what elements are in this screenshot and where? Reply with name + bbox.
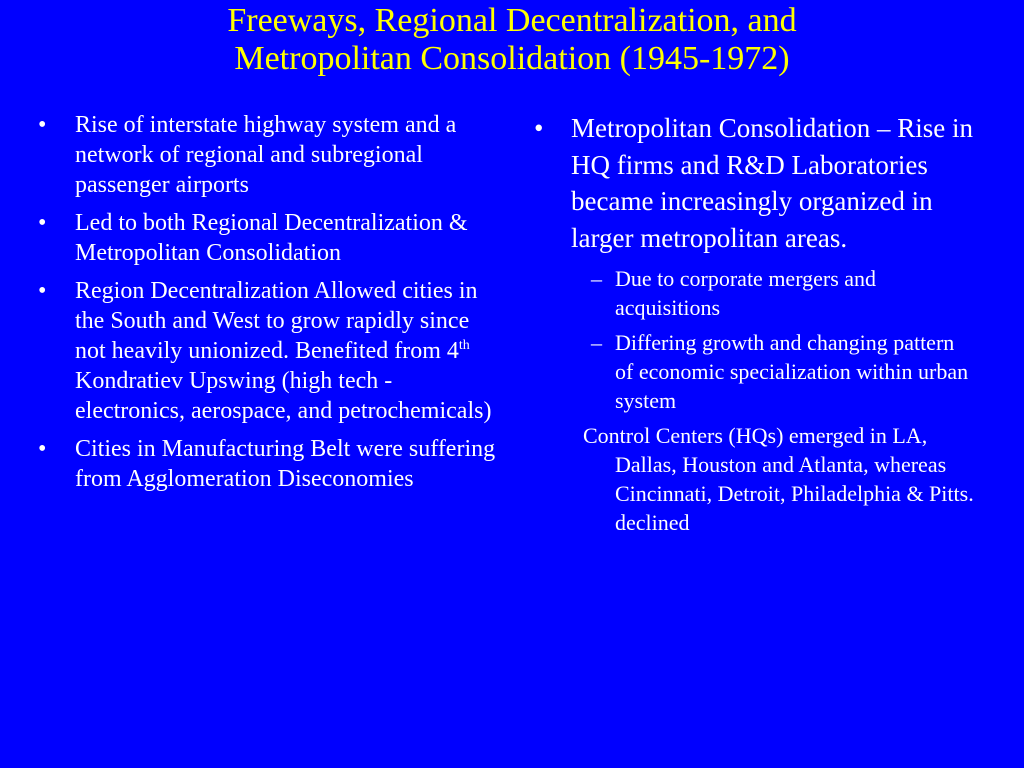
bullet-marker: • xyxy=(38,112,47,138)
right-sub-bullet-1 xyxy=(534,264,974,322)
slide-title xyxy=(120,2,904,78)
left-bullet-3 xyxy=(38,276,498,426)
superscript-th: th xyxy=(458,338,470,353)
left-bullet-2 xyxy=(38,208,498,268)
left-column xyxy=(38,110,498,502)
bullet-marker: • xyxy=(38,210,47,236)
left-bullet-3-text-b: Kondratiev Upswing (high tech - electronics, aerospace, and petrochemicals) xyxy=(75,368,492,424)
slide-title-line-1: Freeways, Regional Decentralization, and xyxy=(227,2,797,39)
left-bullet-3-text-a: Region Decentralization Allowed cities in the South and West to grow rapidly since not heavily unionized. Benefited from 4 xyxy=(75,278,478,364)
bullet-marker: • xyxy=(38,436,47,462)
bullet-marker: • xyxy=(38,278,47,304)
dash-marker: – xyxy=(591,266,602,291)
right-paragraph: Control Centers (HQs) emerged in LA, Dallas, Houston and Atlanta, whereas Cincinnati, Detroit, Philadelphia & Pitts. declined xyxy=(583,423,974,535)
right-sub-bullet-1-text: Due to corporate mergers and acquisitions xyxy=(615,266,877,320)
right-main-bullet xyxy=(534,110,974,256)
left-bullet-4 xyxy=(38,434,498,494)
right-sub-bullet-2 xyxy=(534,328,974,415)
right-sub-bullet-2-text: Differing growth and changing pattern of economic specialization within urban system xyxy=(615,330,969,413)
left-bullet-1-text: Rise of interstate highway system and a network of regional and subregional passenger airports xyxy=(75,112,457,198)
left-bullet-3-text xyxy=(75,278,491,424)
left-bullet-2-text: Led to both Regional Decentralization & Metropolitan Consolidation xyxy=(75,210,468,266)
left-bullet-4-text: Cities in Manufacturing Belt were suffering from Agglomeration Diseconomies xyxy=(75,436,496,492)
bullet-marker: • xyxy=(534,113,544,143)
left-bullet-1 xyxy=(38,110,498,200)
right-main-bullet-text: Metropolitan Consolidation – Rise in HQ firms and R&D Laboratories became increasingly organized in larger metropolitan areas. xyxy=(571,113,973,253)
right-column xyxy=(534,110,974,537)
slide-title-line-2: Metropolitan Consolidation (1945-1972) xyxy=(234,40,790,77)
dash-marker: – xyxy=(591,330,602,355)
